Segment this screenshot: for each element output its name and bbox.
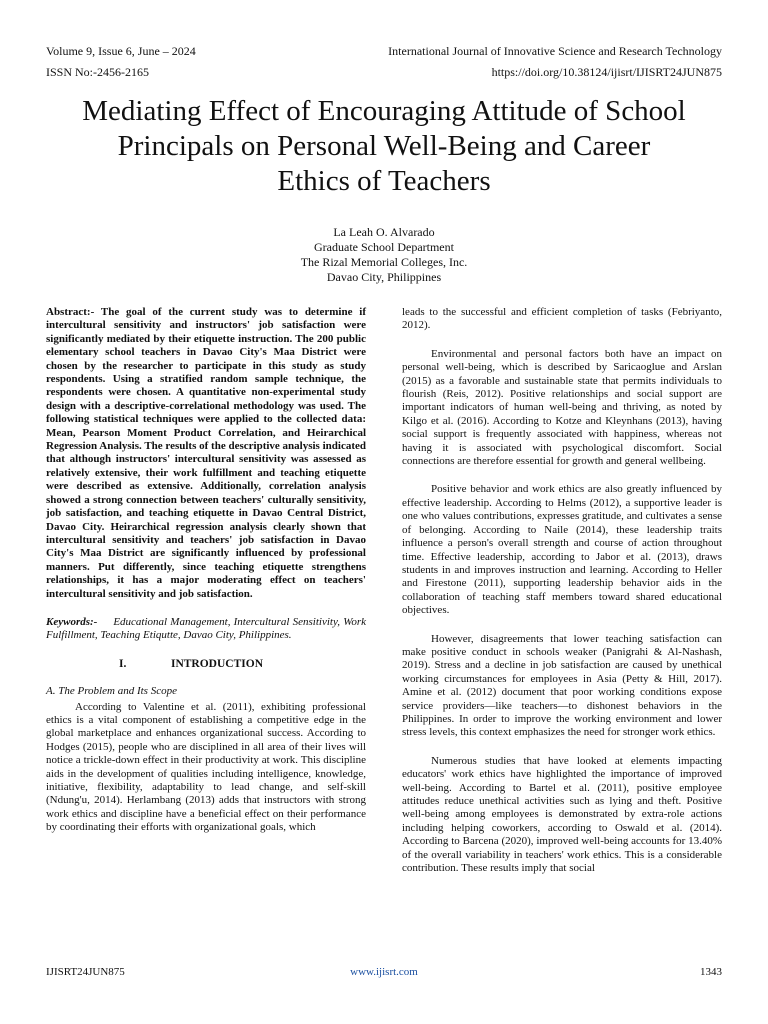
- continued-paragraph: leads to the successful and efficient completion of tasks (Febriyanto, 2012).: [402, 306, 722, 332]
- body-paragraph: However, disagreements that lower teaching satisfaction can make positive conduct in schools weaker (Panigrahi & Al-Nashash, 2019). Stress and a decline in job satisfaction are caused by unethical working circumstances for employees in Asia (Petty & Hill, 2017). Amine et al. (2012) document that poor working conditions expose service providers—like teachers—to dishonest behaviors in the Philippines. In order to improve the working environment and lower stress levels, this context emphasizes the need for stronger work ethics.: [402, 632, 722, 739]
- keywords-label: Keywords:-: [46, 615, 98, 628]
- journal-header-row-2: [46, 65, 722, 80]
- title-line: Principals on Personal Well-Being and Career: [117, 130, 651, 162]
- author-name: La Leah O. Alvarado: [333, 225, 435, 239]
- issn: ISSN No:-2456-2165: [46, 65, 150, 79]
- title-line: Ethics of Teachers: [277, 165, 491, 197]
- website-link[interactable]: www.ijisrt.com: [350, 966, 418, 978]
- section-title: INTRODUCTION: [170, 657, 263, 670]
- right-column: [402, 306, 722, 890]
- body-paragraph: According to Valentine et al. (2011), exhibiting professional ethics is a vital component of establishing a competitive edge in the global marketplace and enhances organizational success. According to Hodges (2015), people who are disciplined in all area of their lives will notice a trickle-down effect in their productivity at work. This discipline aids in the development of qualities including intelligence, knowledge, initiative, flexibility, adaptability to lead change, and self-skill (Ndung'u, 2014). Herlambang (2013) adds that instructors with strong work ethics and discipline have a beneficial effect on their performance by coordinating their efforts with organizational goals, which: [46, 700, 366, 834]
- body-paragraph: Positive behavior and work ethics are also greatly influenced by effective leadership. According to Helms (2012), a supportive leader is one who values contributions, expresses gratitude, and cultivates a sense of belonging. According to Naile (2014), these leadership traits influence a person's overall strength and course of action throughout time. Effective leadership, according to Jabor et al. (2013), draws students in and improves instruction and learning. According to Heller and Firestone (2011), supporting leadership behavior aids in the collaboration of teaching staff members toward shared educational objectives.: [402, 483, 722, 617]
- author-block: [0, 225, 768, 285]
- journal-name: International Journal of Innovative Science and Research Technology: [388, 44, 722, 58]
- author-department: Graduate School Department: [314, 240, 454, 254]
- keywords: [46, 616, 366, 643]
- paper-code: IJISRT24JUN875: [46, 966, 125, 978]
- volume-info: Volume 9, Issue 6, June – 2024: [46, 44, 196, 58]
- page-number: 1343: [700, 966, 722, 978]
- author-institution: The Rizal Memorial Colleges, Inc.: [300, 255, 468, 269]
- subsection-heading: A. The Problem and Its Scope: [46, 685, 177, 698]
- section-heading: [46, 658, 366, 671]
- left-column: [46, 306, 366, 850]
- section-number: I.: [118, 657, 127, 670]
- body-paragraph: Environmental and personal factors both have an impact on personal well-being, which is described by Saricaoglue and Arslan (2015) as a favorable and sustainable state that permits individuals to flourish (Reis, 2012). Positive relationships and social support are important indicators of human well-being and thriving, as noted by Kilgo et al. (2016). According to Kotze and Kleynhans (2013), having social support is frequently associated with happiness, whereas not having it is associated with psychological discomfort. Social connections are therefore essential for growth and general wellbeing.: [402, 347, 722, 468]
- doi-link[interactable]: https://doi.org/10.38124/ijisrt/IJISRT24JUN875: [491, 65, 722, 79]
- body-paragraph: Numerous studies that have looked at elements impacting educators' work ethics have highlighted the importance of improved well-being. According to Bartel et al. (2011), positive employee attitudes reduce unethical activities such as lying and theft. Positive well-being among employees is demonstrated by extra-role actions including helping coworkers, according to Oswald et al. (2014). According to Barcena (2020), improved well-being accounts for 13.40% of the overall variability in teachers' work ethics. This is a considerable contribution. These results imply that social: [402, 754, 722, 875]
- abstract: Abstract:- The goal of the current study was to determine if intercultural sensitivity and instructors' job satisfaction were significantly mediated by their etiquette instruction. The 200 public elementary school teachers in Davao City's Maa District were chosen by the researcher to participate in this study as study respondents. Using a stratified random sample technique, the respondents were chosen. A quantitative non-experimental study design with a descriptive-correlational methodology was used. The following statistical techniques were applied to the collected data: Mean, Pearson Moment Product Correlation, and Heirarchical Regression Analysis. The results of the descriptive analysis indicated that although instructors' intercultural sensitivity was assessed as relatively extensive, their work fulfillment and teaching etiquette were described as extensive. Additionally, correlation analysis showed a strong connection between teachers' culturally sensitivity, job satisfaction, and teaching etiquette in Davao Central District, Davao City. Heirarchical regression analysis clearly shown that intercultural sensitivity and teachers' job satisfaction in Davao City's Maa District are significantly influenced by professional manners. Put differently, since teaching etiquette strengthens relationships, it has a major moderating effect on teachers' intercultural sensitivity and job satisfaction.: [46, 306, 366, 600]
- paper-title: [40, 94, 728, 199]
- title-line: Mediating Effect of Encouraging Attitude of School: [82, 95, 686, 127]
- keywords-text: Educational Management, Intercultural Sensitivity, Work Fulfillment, Teaching Etiqutte, Davao City, Philippines.: [46, 615, 367, 642]
- author-location: Davao City, Philippines: [326, 270, 442, 284]
- journal-header-row-1: [46, 44, 722, 59]
